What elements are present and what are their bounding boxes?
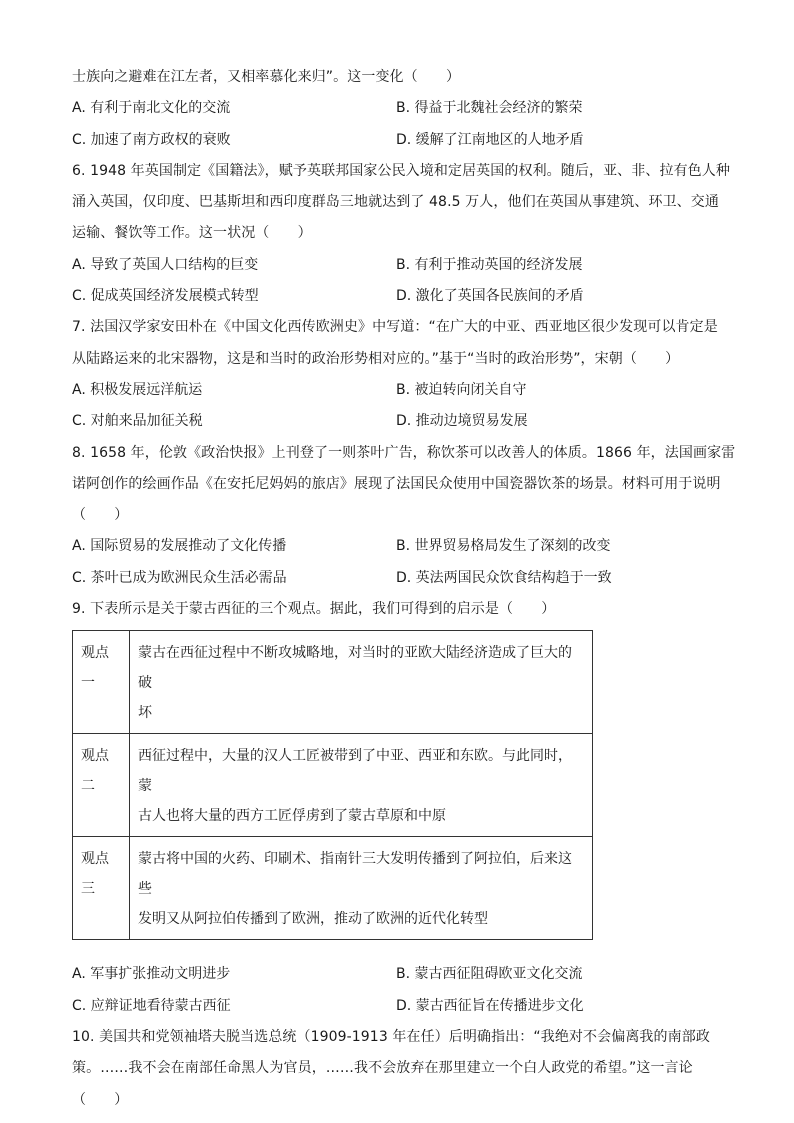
question-7: [72, 312, 724, 437]
viewpoint-text-line: 西征过程中，大量的汉人工匠被带到了中亚、西亚和东欧。与此同时，蒙: [138, 748, 572, 795]
viewpoint-text: [130, 734, 593, 837]
viewpoint-text: [130, 631, 593, 734]
viewpoint-label: [73, 837, 130, 940]
option-c: C. 对舶来品加征关税: [72, 413, 203, 430]
question-9-line: 9. 下表所示是关于蒙古西征的三个观点。据此，我们可得到的启示是（ ）: [72, 601, 556, 618]
option-b: B. 世界贸易格局发生了深刻的改变: [396, 538, 611, 555]
viewpoint-label-line: 一: [81, 675, 95, 692]
viewpoint-label: [73, 734, 130, 837]
option-a: A. 积极发展远洋航运: [72, 381, 203, 398]
viewpoint-text-line: 坏: [138, 705, 152, 722]
question-8-options: [72, 531, 724, 594]
option-c: C. 应辩证地看待蒙古西征: [72, 997, 231, 1014]
viewpoint-text: [130, 837, 593, 940]
option-b: B. 蒙古西征阻碍欧亚文化交流: [396, 966, 583, 983]
viewpoints-table: [72, 630, 593, 940]
question-10-line: （ ）: [72, 1091, 129, 1108]
table-row: [73, 631, 593, 734]
table-row: [73, 734, 593, 837]
question-7-options: [72, 375, 724, 438]
option-d: D. 激化了英国各民族间的矛盾: [396, 288, 584, 305]
question-6-line: 6. 1948 年英国制定《国籍法》，赋予英联邦国家公民入境和定居英国的权利。随后，亚、非、拉有色人种: [72, 162, 730, 179]
viewpoint-label-line: 三: [81, 881, 95, 898]
option-a: A. 有利于南北文化的交流: [72, 100, 231, 117]
option-b: B. 有利于推动英国的经济发展: [396, 256, 583, 273]
question-5-stem: 士族向之避难在江左者，又相率慕化来归”。这一变化（ ）: [72, 69, 461, 85]
viewpoint-text-line: 蒙古将中国的火药、印刷术、指南针三大发明传播到了阿拉伯，后来这些: [138, 851, 572, 898]
viewpoint-text-line: 发明又从阿拉伯传播到了欧洲，推动了欧洲的近代化转型: [138, 911, 488, 928]
option-d: D. 蒙古西征旨在传播进步文化: [396, 997, 584, 1014]
viewpoint-label-line: 二: [81, 778, 95, 795]
question-6-line: 运输、餐饮等工作。这一状况（ ）: [72, 225, 312, 242]
question-9: [72, 594, 724, 1022]
question-10-line: 10. 美国共和党领袖塔夫脱当选总统（1909-1913 年在任）后明确指出：“我绝对不会偏离我的南部政: [72, 1028, 710, 1045]
option-d: D. 缓解了江南地区的人地矛盾: [396, 131, 584, 148]
question-10-line: 策。……我不会在南部任命黑人为官员，……我不会放弃在那里建立一个白人政党的希望。”这一言论: [72, 1060, 693, 1077]
table-row: [73, 837, 593, 940]
option-a: A. 国际贸易的发展推动了文化传播: [72, 538, 287, 555]
viewpoint-label-line: 观点: [81, 748, 109, 765]
option-b: B. 被迫转向闭关自守: [396, 381, 527, 398]
option-d: D. 推动边境贸易发展: [396, 413, 528, 430]
question-7-line: 从陆路运来的北宋器物，这是和当时的政治形势相对应的。”基于“当时的政治形势”，宋朝（ ）: [72, 350, 680, 367]
viewpoint-text-line: 蒙古在西征过程中不断攻城略地，对当时的亚欧大陆经济造成了巨大的破: [138, 645, 572, 692]
question-8-line: 诺阿创作的绘画作品《在安托尼妈妈的旅店》展现了法国民众使用中国瓷器饮茶的场景。材料可用于说明: [72, 475, 721, 492]
question-7-line: 7. 法国汉学家安田朴在《中国文化西传欧洲史》中写道：“在广大的中亚、西亚地区很少发现可以肯定是: [72, 319, 718, 336]
question-6-line: 涌入英国，仅印度、巴基斯坦和西印度群岛三地就达到了 48.5 万人，他们在英国从事建筑、环卫、交通: [72, 194, 719, 211]
exam-page: [72, 62, 736, 1116]
option-a: A. 军事扩张推动文明进步: [72, 966, 231, 983]
option-b: B. 得益于北魏社会经济的繁荣: [396, 100, 583, 117]
option-c: C. 促成英国经济发展模式转型: [72, 288, 259, 305]
option-c: C. 茶叶已成为欧洲民众生活必需品: [72, 569, 287, 586]
question-8-line: 8. 1658 年，伦敦《政治快报》上刊登了一则茶叶广告，称饮茶可以改善人的体质。1866 年，法国画家雷: [72, 444, 736, 461]
viewpoint-text-line: 古人也将大量的西方工匠俘虏到了蒙古草原和中原: [138, 808, 446, 825]
viewpoint-label-line: 观点: [81, 851, 109, 868]
question-8: [72, 438, 736, 594]
question-8-line: （ ）: [72, 507, 129, 524]
question-10: [72, 1022, 724, 1116]
option-a: A. 导致了英国人口结构的巨变: [72, 256, 259, 273]
option-c: C. 加速了南方政权的衰败: [72, 131, 231, 148]
question-6-options: [72, 250, 724, 313]
viewpoint-label: [73, 631, 130, 734]
viewpoint-label-line: 观点: [81, 645, 109, 662]
option-d: D. 英法两国民众饮食结构趋于一致: [396, 569, 612, 586]
question-6: [72, 156, 730, 312]
question-5: [72, 62, 724, 156]
question-5-options: [72, 93, 724, 156]
question-9-options: [72, 959, 724, 1022]
